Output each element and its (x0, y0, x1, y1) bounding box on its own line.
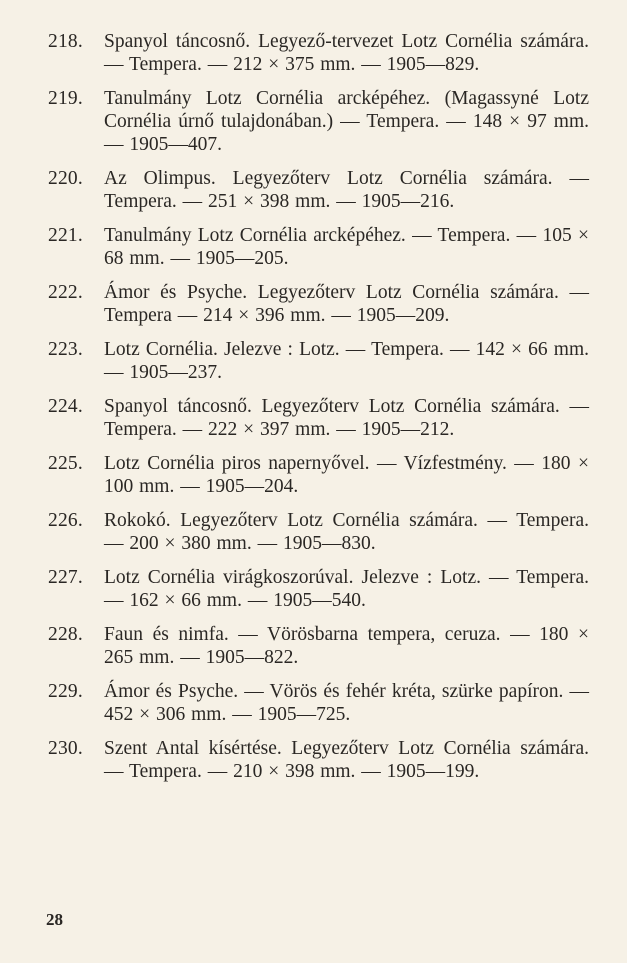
catalog-entry (44, 30, 589, 76)
entry-number: 220. (48, 168, 83, 189)
entry-number: 223. (48, 339, 83, 360)
catalog-entry (44, 338, 589, 384)
entry-text: Ámor és Psyche. — Vörös és fehér kréta, szürke papíron. — 452 × 306 mm. — 1905—725. (104, 681, 589, 725)
catalog-entry (44, 167, 589, 213)
catalog-entry (44, 680, 589, 726)
entry-number: 230. (48, 738, 83, 759)
entry-text: Lotz Cornélia virágkoszorúval. Jelezve : Lotz. — Tempera. — 162 × 66 mm. — 1905—540. (104, 567, 589, 611)
entry-number: 219. (48, 88, 83, 109)
entry-number: 227. (48, 567, 83, 588)
page-number: 28 (46, 910, 63, 929)
catalog-entry (44, 623, 589, 669)
entry-text: Tanulmány Lotz Cornélia arcképéhez. — Tempera. — 105 × 68 mm. — 1905—205. (104, 225, 589, 269)
entry-text: Szent Antal kísértése. Legyezőterv Lotz Cornélia számára. — Tempera. — 210 × 398 mm. — 1905—199. (104, 738, 589, 782)
entry-text: Tanulmány Lotz Cornélia arcképéhez. (Magassyné Lotz Cornélia úrnő tulajdonában.) — Tempera. — 148 × 97 mm. — 1905—407. (104, 88, 589, 155)
catalog-entry (44, 395, 589, 441)
entry-number: 228. (48, 624, 83, 645)
catalog-entry (44, 87, 589, 156)
entry-number: 218. (48, 31, 83, 52)
catalog-entry (44, 737, 589, 783)
entry-number: 229. (48, 681, 83, 702)
entry-text: Rokokó. Legyezőterv Lotz Cornélia számára. — Tempera. — 200 × 380 mm. — 1905—830. (104, 510, 589, 554)
entry-number: 221. (48, 225, 83, 246)
entry-number: 225. (48, 453, 83, 474)
catalog-entry (44, 452, 589, 498)
entry-text: Spanyol táncosnő. Legyező-tervezet Lotz Cornélia számára. — Tempera. — 212 × 375 mm. — 1905—829. (104, 31, 589, 75)
entry-text: Az Olimpus. Legyezőterv Lotz Cornélia számára. — Tempera. — 251 × 398 mm. — 1905—216. (104, 168, 589, 212)
entry-number: 226. (48, 510, 83, 531)
catalog-entries (44, 30, 589, 794)
catalog-entry (44, 281, 589, 327)
entry-text: Faun és nimfa. — Vörösbarna tempera, ceruza. — 180 × 265 mm. — 1905—822. (104, 624, 589, 668)
catalog-entry (44, 509, 589, 555)
entry-number: 222. (48, 282, 83, 303)
catalog-entry (44, 566, 589, 612)
entry-text: Ámor és Psyche. Legyezőterv Lotz Cornélia számára. — Tempera — 214 × 396 mm. — 1905—209. (104, 282, 589, 326)
entry-text: Lotz Cornélia piros napernyővel. — Vízfestmény. — 180 × 100 mm. — 1905—204. (104, 453, 589, 497)
entry-text: Spanyol táncosnő. Legyezőterv Lotz Cornélia számára. — Tempera. — 222 × 397 mm. — 1905—212. (104, 396, 589, 440)
entry-text: Lotz Cornélia. Jelezve : Lotz. — Tempera. — 142 × 66 mm. — 1905—237. (104, 339, 589, 383)
entry-number: 224. (48, 396, 83, 417)
catalog-entry (44, 224, 589, 270)
